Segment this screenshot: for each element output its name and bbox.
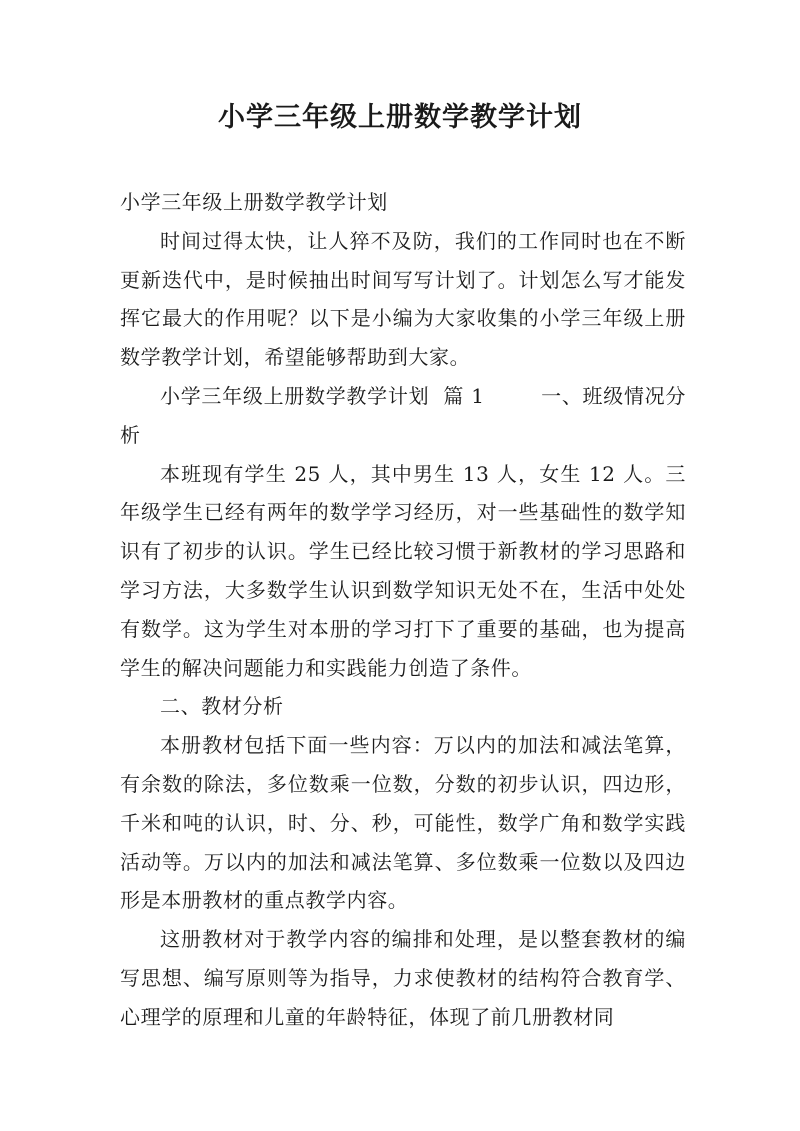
section-heading-textbook-analysis: 二、教材分析 bbox=[160, 694, 284, 719]
document-body bbox=[120, 183, 686, 1037]
section-heading-class-analysis: 小学三年级上册数学教学计划 篇 1 一、班级情况分析 bbox=[120, 383, 686, 447]
document-title: 小学三年级上册数学教学计划 bbox=[218, 102, 582, 133]
class-analysis-paragraph: 本班现有学生 25 人，其中男生 13 人，女生 12 人。三年级学生已经有两年的数学学习经历，对一些基础性的数学知识有了初步的认识。学生已经比较习惯于新教材的学习思路和学习方法，大多数学生认识到数学知识无处不在，生活中处处有数学。这为学生对本册的学习打下了重要的基础，也为提高学生的解决问题能力和实践能力创造了条件。 bbox=[120, 461, 686, 680]
textbook-arrangement-paragraph: 这册教材对于教学内容的编排和处理，是以整套教材的编写思想、编写原则等为指导，力求使教材的结构符合教育学、心理学的原理和儿童的年龄特征，体现了前几册教材同 bbox=[120, 927, 686, 1029]
intro-paragraph: 时间过得太快，让人猝不及防，我们的工作同时也在不断更新迭代中，是时候抽出时间写写计划了。计划怎么写才能发挥它最大的作用呢？以下是小编为大家收集的小学三年级上册数学教学计划，希望能够帮助到大家。 bbox=[120, 228, 686, 370]
document-subtitle: 小学三年级上册数学教学计划 bbox=[120, 190, 388, 214]
textbook-content-paragraph: 本册教材包括下面一些内容：万以内的加法和减法笔算，有余数的除法，多位数乘一位数，分数的初步认识，四边形，千米和吨的认识，时、分、秒，可能性，数学广角和数学实践活动等。万以内的加法和减法笔算、多位数乘一位数以及四边形是本册教材的重点教学内容。 bbox=[120, 733, 686, 913]
